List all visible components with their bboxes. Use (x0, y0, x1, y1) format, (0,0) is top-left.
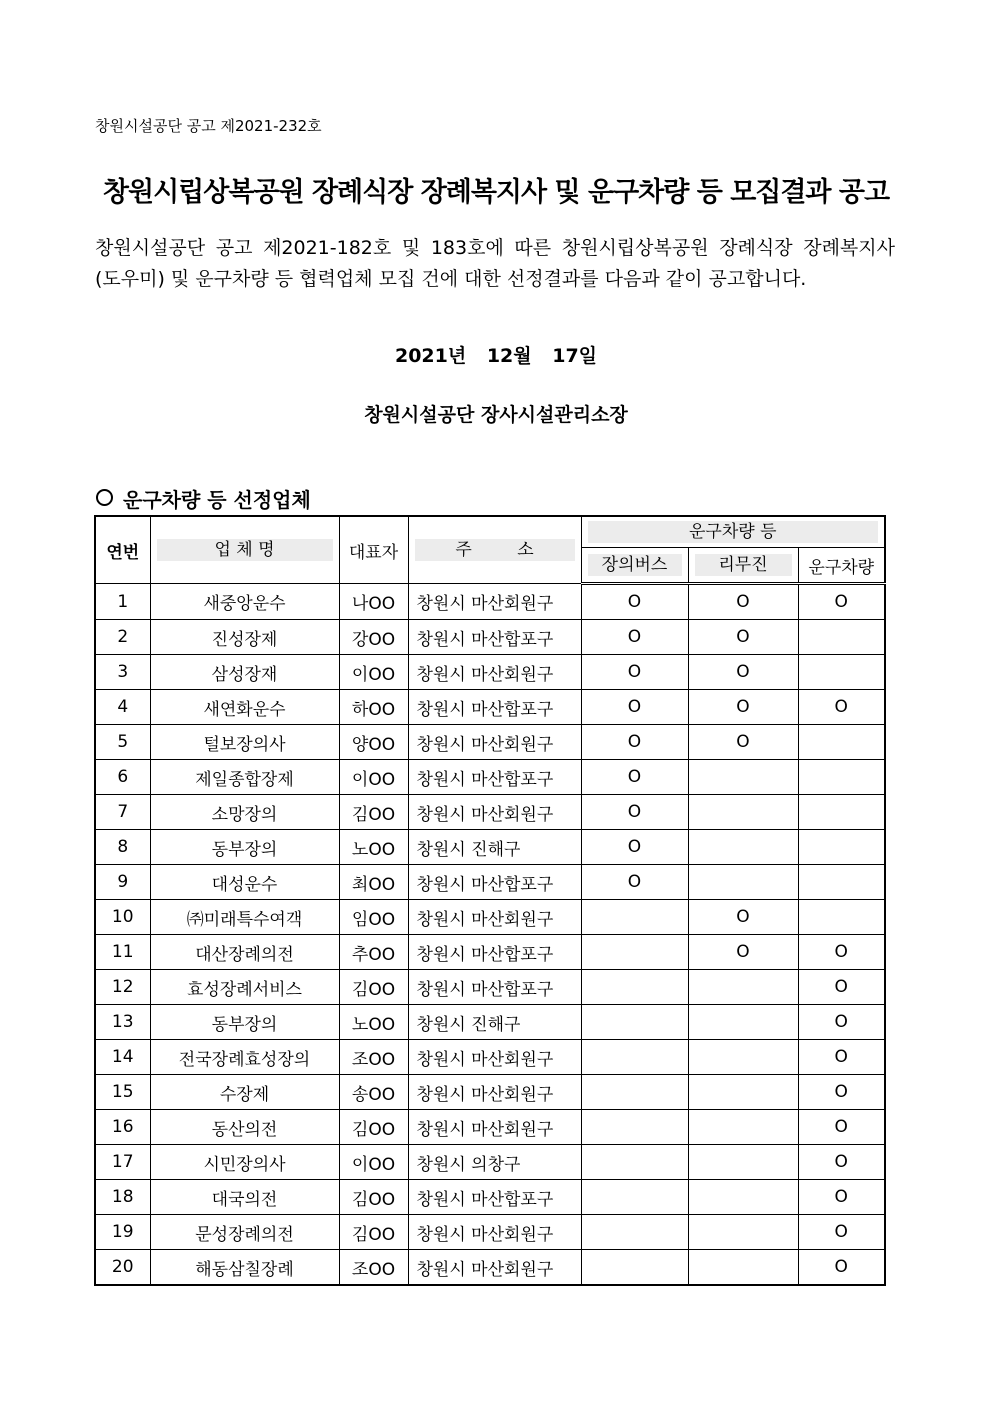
representative-name: 나OO (339, 584, 408, 620)
limo-mark: O (688, 690, 798, 725)
company-address: 창원시 마산회원구 (408, 795, 581, 830)
table-row (95, 795, 885, 830)
table-row (95, 900, 885, 935)
header-vehicle-group: 운구차량 등 (581, 516, 885, 548)
bus-mark (581, 970, 688, 1005)
company-name: 제일종합장제 (150, 760, 339, 795)
company-name: 해동삼칠장례 (150, 1250, 339, 1286)
row-number: 2 (95, 620, 150, 655)
company-address: 창원시 마산회원구 (408, 1250, 581, 1286)
company-name: 새중앙운수 (150, 584, 339, 620)
representative-name: 조OO (339, 1040, 408, 1075)
limo-mark (688, 1215, 798, 1250)
bus-mark (581, 1250, 688, 1286)
representative-name: 조OO (339, 1250, 408, 1286)
hearse-mark (798, 655, 885, 690)
limo-mark (688, 1075, 798, 1110)
company-address: 창원시 마산합포구 (408, 760, 581, 795)
hearse-mark: O (798, 690, 885, 725)
header-bus: 장의버스 (581, 548, 688, 584)
hearse-mark (798, 620, 885, 655)
company-address: 창원시 마산회원구 (408, 1110, 581, 1145)
section-title: 운구차량 등 선정업체 (123, 488, 311, 512)
table-row (95, 935, 885, 970)
company-address: 창원시 마산합포구 (408, 935, 581, 970)
bus-mark: O (581, 865, 688, 900)
row-number: 4 (95, 690, 150, 725)
company-name: 동부장의 (150, 1005, 339, 1040)
company-name: 문성장례의전 (150, 1215, 339, 1250)
limo-mark (688, 1250, 798, 1286)
limo-mark (688, 1180, 798, 1215)
table-row (95, 1180, 885, 1215)
company-address: 창원시 마산합포구 (408, 865, 581, 900)
table-row (95, 1040, 885, 1075)
table-row (95, 655, 885, 690)
row-number: 10 (95, 900, 150, 935)
hearse-mark: O (798, 1215, 885, 1250)
table-row (95, 865, 885, 900)
company-address: 창원시 마산합포구 (408, 1180, 581, 1215)
bus-mark (581, 1180, 688, 1215)
hearse-mark (798, 865, 885, 900)
limo-mark (688, 1005, 798, 1040)
company-name: 동부장의 (150, 830, 339, 865)
company-address: 창원시 마산회원구 (408, 655, 581, 690)
representative-name: 이OO (339, 1145, 408, 1180)
company-address: 창원시 마산회원구 (408, 725, 581, 760)
table-row (95, 620, 885, 655)
company-name: 수장제 (150, 1075, 339, 1110)
hearse-mark (798, 725, 885, 760)
bus-mark (581, 1215, 688, 1250)
body-paragraph (95, 233, 895, 295)
table-row (95, 760, 885, 795)
representative-name: 추OO (339, 935, 408, 970)
hearse-mark (798, 795, 885, 830)
row-number: 20 (95, 1250, 150, 1286)
limo-mark: O (688, 935, 798, 970)
table-row (95, 584, 885, 620)
company-name: 소망장의 (150, 795, 339, 830)
limo-mark (688, 1110, 798, 1145)
table-row (95, 690, 885, 725)
table-row (95, 830, 885, 865)
hearse-mark (798, 830, 885, 865)
limo-mark: O (688, 655, 798, 690)
row-number: 12 (95, 970, 150, 1005)
notice-date: 2021년 12월 17일 (394, 345, 598, 367)
bus-mark (581, 1110, 688, 1145)
row-number: 3 (95, 655, 150, 690)
company-address: 창원시 마산회원구 (408, 1215, 581, 1250)
limo-mark: O (688, 620, 798, 655)
table-row (95, 970, 885, 1005)
bus-mark: O (581, 795, 688, 830)
representative-name: 강OO (339, 620, 408, 655)
row-number: 6 (95, 760, 150, 795)
bus-mark: O (581, 690, 688, 725)
company-address: 창원시 마산합포구 (408, 970, 581, 1005)
representative-name: 김OO (339, 1180, 408, 1215)
row-number: 1 (95, 584, 150, 620)
body-line-2: (도우미) 및 운구차량 등 협력업체 모집 건에 대한 선정결과를 다음과 같이 공고합니다. (95, 268, 807, 290)
header-hearse: 운구차량 (798, 548, 885, 584)
bus-mark (581, 1040, 688, 1075)
representative-name: 김OO (339, 970, 408, 1005)
table-row (95, 1075, 885, 1110)
bus-mark: O (581, 725, 688, 760)
hearse-mark: O (798, 584, 885, 620)
limo-mark (688, 1040, 798, 1075)
company-address: 창원시 마산회원구 (408, 1040, 581, 1075)
limo-mark (688, 795, 798, 830)
bus-mark (581, 900, 688, 935)
hearse-mark: O (798, 1110, 885, 1145)
bus-mark (581, 1005, 688, 1040)
document-title: 창원시립상복공원 장례식장 장례복지사 및 운구차량 등 모집결과 공고 (102, 177, 890, 208)
notice-number: 창원시설공단 공고 제2021-232호 (95, 117, 322, 135)
representative-name: 송OO (339, 1075, 408, 1110)
issuer-name: 창원시설공단 장사시설관리소장 (364, 404, 628, 426)
section-heading (96, 484, 311, 513)
bus-mark (581, 935, 688, 970)
hearse-mark: O (798, 1180, 885, 1215)
table-row (95, 1110, 885, 1145)
hearse-mark: O (798, 970, 885, 1005)
row-number: 9 (95, 865, 150, 900)
company-address: 창원시 진해구 (408, 830, 581, 865)
row-number: 8 (95, 830, 150, 865)
row-number: 17 (95, 1145, 150, 1180)
representative-name: 하OO (339, 690, 408, 725)
company-address: 창원시 마산회원구 (408, 900, 581, 935)
hearse-mark: O (798, 1040, 885, 1075)
selected-companies-table (94, 515, 886, 1286)
company-name: 전국장례효성장의 (150, 1040, 339, 1075)
company-address: 창원시 마산회원구 (408, 584, 581, 620)
row-number: 19 (95, 1215, 150, 1250)
table-row (95, 1215, 885, 1250)
row-number: 15 (95, 1075, 150, 1110)
row-number: 14 (95, 1040, 150, 1075)
company-address: 창원시 마산합포구 (408, 620, 581, 655)
limo-mark (688, 830, 798, 865)
limo-mark: O (688, 584, 798, 620)
header-representative: 대표자 (339, 516, 408, 584)
row-number: 13 (95, 1005, 150, 1040)
hearse-mark: O (798, 935, 885, 970)
row-number: 7 (95, 795, 150, 830)
representative-name: 양OO (339, 725, 408, 760)
representative-name: 노OO (339, 1005, 408, 1040)
representative-name: 노OO (339, 830, 408, 865)
representative-name: 김OO (339, 1110, 408, 1145)
company-name: 대성운수 (150, 865, 339, 900)
bus-mark: O (581, 655, 688, 690)
company-name: 털보장의사 (150, 725, 339, 760)
limo-mark (688, 1145, 798, 1180)
representative-name: 김OO (339, 1215, 408, 1250)
representative-name: 이OO (339, 760, 408, 795)
row-number: 5 (95, 725, 150, 760)
bus-mark (581, 1145, 688, 1180)
body-line-1: 창원시설공단 공고 제2021-182호 및 183호에 따른 창원시립상복공원 장례식장 장례복지사 (95, 237, 895, 259)
limo-mark: O (688, 900, 798, 935)
hearse-mark (798, 900, 885, 935)
company-name: 삼성장재 (150, 655, 339, 690)
hearse-mark: O (798, 1145, 885, 1180)
company-name: ㈜미래특수여객 (150, 900, 339, 935)
header-company: 업 체 명 (150, 516, 339, 584)
header-address: 주 소 (408, 516, 581, 584)
header-limo: 리무진 (688, 548, 798, 584)
table-row (95, 725, 885, 760)
representative-name: 김OO (339, 795, 408, 830)
company-name: 대국의전 (150, 1180, 339, 1215)
row-number: 16 (95, 1110, 150, 1145)
limo-mark (688, 970, 798, 1005)
company-name: 진성장제 (150, 620, 339, 655)
limo-mark (688, 865, 798, 900)
hearse-mark: O (798, 1075, 885, 1110)
hearse-mark (798, 760, 885, 795)
row-number: 18 (95, 1180, 150, 1215)
company-name: 동산의전 (150, 1110, 339, 1145)
company-address: 창원시 마산회원구 (408, 1075, 581, 1110)
bus-mark (581, 1075, 688, 1110)
table-row (95, 1005, 885, 1040)
circle-bullet-icon (96, 489, 113, 506)
bus-mark: O (581, 620, 688, 655)
bus-mark: O (581, 760, 688, 795)
company-name: 시민장의사 (150, 1145, 339, 1180)
representative-name: 임OO (339, 900, 408, 935)
company-name: 새연화운수 (150, 690, 339, 725)
representative-name: 최OO (339, 865, 408, 900)
row-number: 11 (95, 935, 150, 970)
bus-mark: O (581, 584, 688, 620)
limo-mark: O (688, 725, 798, 760)
company-address: 창원시 진해구 (408, 1005, 581, 1040)
table-row (95, 1250, 885, 1286)
bus-mark: O (581, 830, 688, 865)
representative-name: 이OO (339, 655, 408, 690)
hearse-mark: O (798, 1005, 885, 1040)
header-no: 연번 (95, 516, 150, 584)
table-row (95, 1145, 885, 1180)
limo-mark (688, 760, 798, 795)
company-name: 대산장례의전 (150, 935, 339, 970)
company-address: 창원시 의창구 (408, 1145, 581, 1180)
company-address: 창원시 마산합포구 (408, 690, 581, 725)
hearse-mark: O (798, 1250, 885, 1286)
company-name: 효성장례서비스 (150, 970, 339, 1005)
